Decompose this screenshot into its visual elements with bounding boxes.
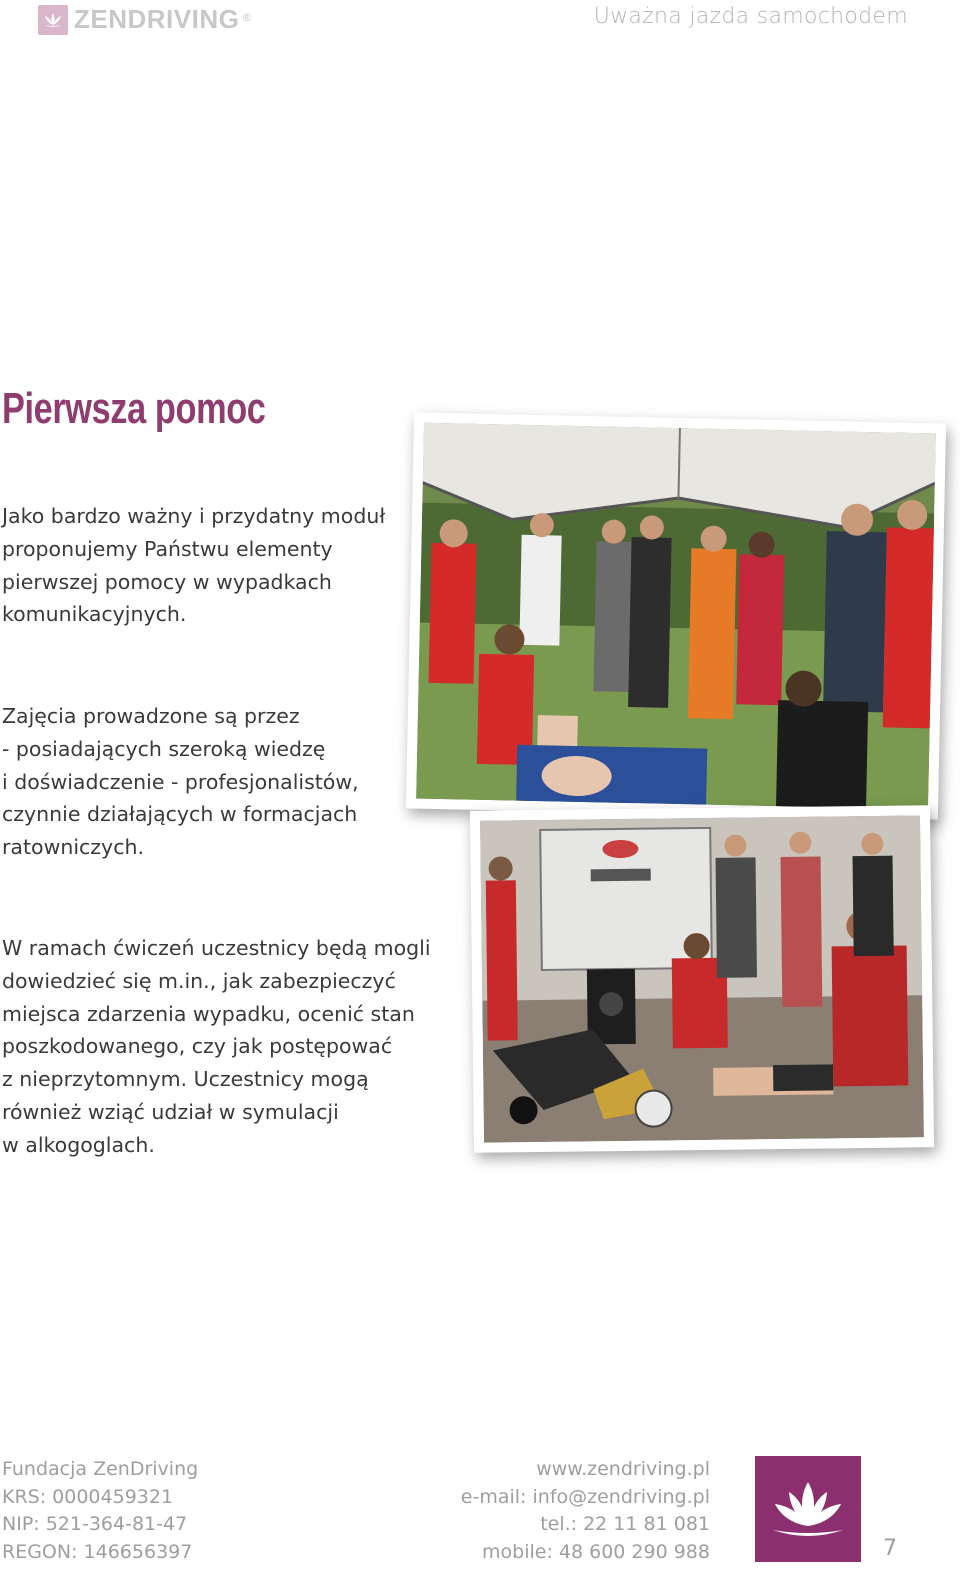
- text-line: miejsca zdarzenia wypadku, ocenić stan: [2, 1001, 415, 1026]
- text-line: proponujemy Państwu elementy: [2, 536, 333, 561]
- intro-paragraph: [2, 500, 422, 631]
- text-line: Zajęcia prowadzone są przez: [2, 704, 300, 728]
- outdoor-training-image: [416, 423, 936, 810]
- indoor-demo-photo: [470, 805, 934, 1153]
- org-name: Fundacja ZenDriving: [2, 1458, 199, 1480]
- instructors-paragraph: [2, 700, 422, 864]
- lotus-icon: [755, 1456, 861, 1562]
- text-line: w alkogoglach.: [2, 1132, 155, 1157]
- org-krs: KRS: 0000459321: [2, 1485, 174, 1508]
- text-line: poszkodowanego, czy jak postępować: [2, 1034, 393, 1059]
- logo-wordmark: ZENDRIVING: [74, 4, 240, 34]
- text-line: Jako bardzo ważny i przydatny moduł: [2, 504, 386, 528]
- lotus-logo-icon: [38, 5, 68, 35]
- text-line: i doświadczenie - profesjonalistów,: [2, 769, 359, 794]
- mobile-number: mobile: 48 600 290 988: [482, 1540, 710, 1563]
- phone-number: tel.: 22 11 81 081: [540, 1513, 710, 1535]
- text-line: pierwszej pomocy w wypadkach: [2, 569, 332, 594]
- indoor-demo-image: [480, 815, 924, 1142]
- text-line: czynnie działających w formacjach: [2, 802, 358, 827]
- text-line: W ramach ćwiczeń uczestnicy będą mogli: [2, 936, 431, 960]
- registered-mark: ®: [241, 11, 253, 24]
- website-link[interactable]: www.zendriving.pl: [536, 1458, 710, 1480]
- footer-org-info: [2, 1456, 198, 1566]
- header-tagline: Uważna jazda samochodem: [593, 4, 908, 29]
- text-line: komunikacyjnych.: [2, 602, 187, 627]
- org-regon: REGON: 146656397: [2, 1540, 193, 1563]
- page-number: 7: [883, 1536, 897, 1561]
- brand-logo: [38, 4, 252, 35]
- email-link[interactable]: e-mail: info@zendriving.pl: [460, 1485, 710, 1508]
- page-title: Pierwsza pomoc: [2, 384, 266, 433]
- text-line: ratowniczych.: [2, 835, 144, 860]
- text-line: - posiadających szeroką wiedzę: [2, 736, 326, 761]
- exercises-paragraph: [2, 932, 431, 1162]
- outdoor-training-photo: [406, 412, 946, 819]
- text-line: z nieprzytomnym. Uczestnicy mogą: [2, 1067, 369, 1092]
- org-nip: NIP: 521-364-81-47: [2, 1513, 188, 1535]
- text-line: również wziąć udział w symulacji: [2, 1099, 339, 1124]
- text-line: dowiedzieć się m.in., jak zabezpieczyć: [2, 968, 396, 993]
- footer-contact-info: [461, 1456, 710, 1566]
